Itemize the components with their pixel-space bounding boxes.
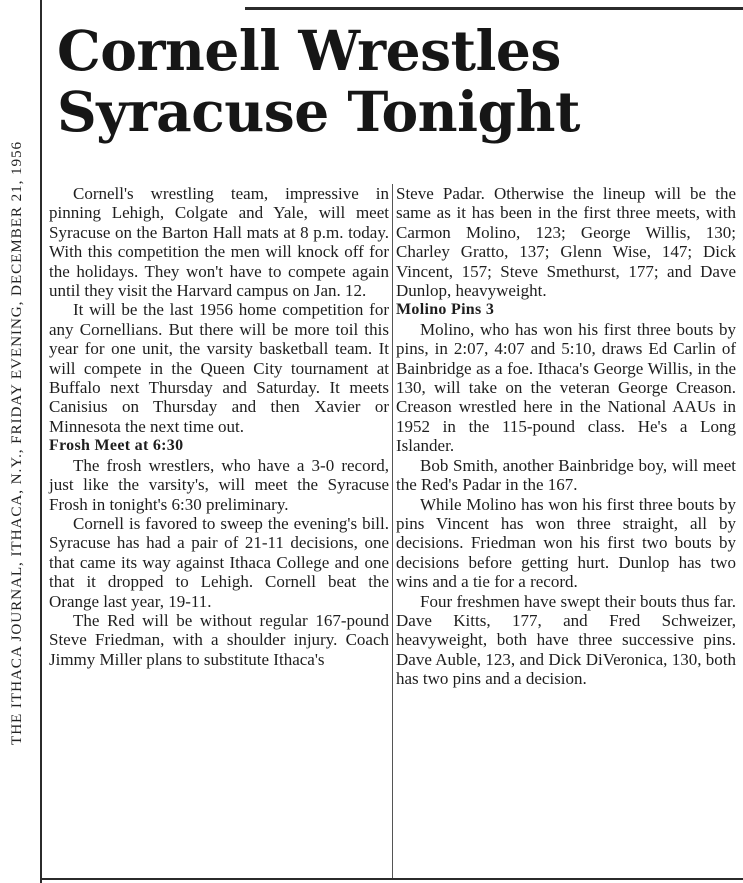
- subhead-molino-pins: Molino Pins 3: [396, 301, 495, 319]
- article-paragraph: It will be the last 1956 home competition for any Cornellians. But there will be more toil this year for one unit, the varsity basketball team. It will compete in the Queen City tournament at Buffalo next Thursday and Saturday. It meets Canisius on Thursday and then Xavier or Minnesota the next time out.: [49, 300, 389, 436]
- article-paragraph: The Red will be without regular 167-pound Steve Friedman, with a shoulder injury. Coach Jimmy Miller plans to substitute Ithaca's: [49, 610, 389, 669]
- headline-line-2: Syracuse Tonight: [57, 79, 580, 144]
- article-paragraph: While Molino has won his first three bouts by pins Vincent has won three straight, all by decisions. Friedman won his first two bouts by decisions before getting hurt. Dunlop has two wins and a tie for a record.: [396, 494, 736, 592]
- column-divider: [392, 184, 393, 878]
- article-paragraph: Cornell's wrestling team, impressive in pinning Lehigh, Colgate and Yale, will meet Syracuse on the Barton Hall mats at 8 p.m. today. With this competition the men will knock off for the holidays. They won't have to compete again until they visit the Harvard campus on Jan. 12.: [49, 184, 389, 301]
- folio-text: THE ITHACA JOURNAL, ITHACA, N.Y., FRIDAY EVENING, DECEMBER 21, 1956: [8, 141, 25, 745]
- article-paragraph: The frosh wrestlers, who have a 3-0 record, just like the varsity's, will meet the Syracuse Frosh in tonight's 6:30 preliminary.: [49, 455, 389, 514]
- article-paragraph: Bob Smith, another Bainbridge boy, will meet the Red's Padar in the 167.: [396, 455, 736, 495]
- article-paragraph: Cornell is favored to sweep the evening's bill. Syracuse has had a pair of 21-11 decisions, one that came its way against Ithaca College and one that it dropped to Lehigh. Cornell beat the Orange last year, 19-11.: [49, 513, 389, 611]
- article-column-left: [49, 184, 389, 669]
- top-rule: [245, 7, 743, 10]
- subhead-frosh-meet: Frosh Meet at 6:30: [49, 437, 184, 455]
- headline-line-1: Cornell Wrestles: [57, 18, 561, 83]
- article-column-right: [396, 184, 736, 689]
- folio-divider: [40, 0, 42, 883]
- article-paragraph: Four freshmen have swept their bouts thus far. Dave Kitts, 177, and Fred Schweizer, heavyweight, both have three successive pins. Dave Auble, 123, and Dick DiVeronica, 130, both has two pins and a decision.: [396, 591, 736, 689]
- page-folio: [6, 10, 28, 876]
- article-paragraph: Steve Padar. Otherwise the lineup will be the same as it has been in the first three meets, with Carmon Molino, 123; George Willis, 130; Charley Gratto, 137; Glenn Wise, 147; Dick Vincent, 157; Steve Smethurst, 177; and Dave Dunlop, heavyweight.: [396, 184, 736, 301]
- article-paragraph: Molino, who has won his first three bouts by pins, in 2:07, 4:07 and 5:10, draws Ed Carlin of Bainbridge as a foe. Ithaca's George Willis, in the 130, will take on the veteran George Creason. Creason wrestled here in the National AAUs in 1952 in the 115-pound class. He's a Long Islander.: [396, 319, 736, 456]
- bottom-rule: [41, 878, 743, 880]
- headline: [57, 20, 737, 142]
